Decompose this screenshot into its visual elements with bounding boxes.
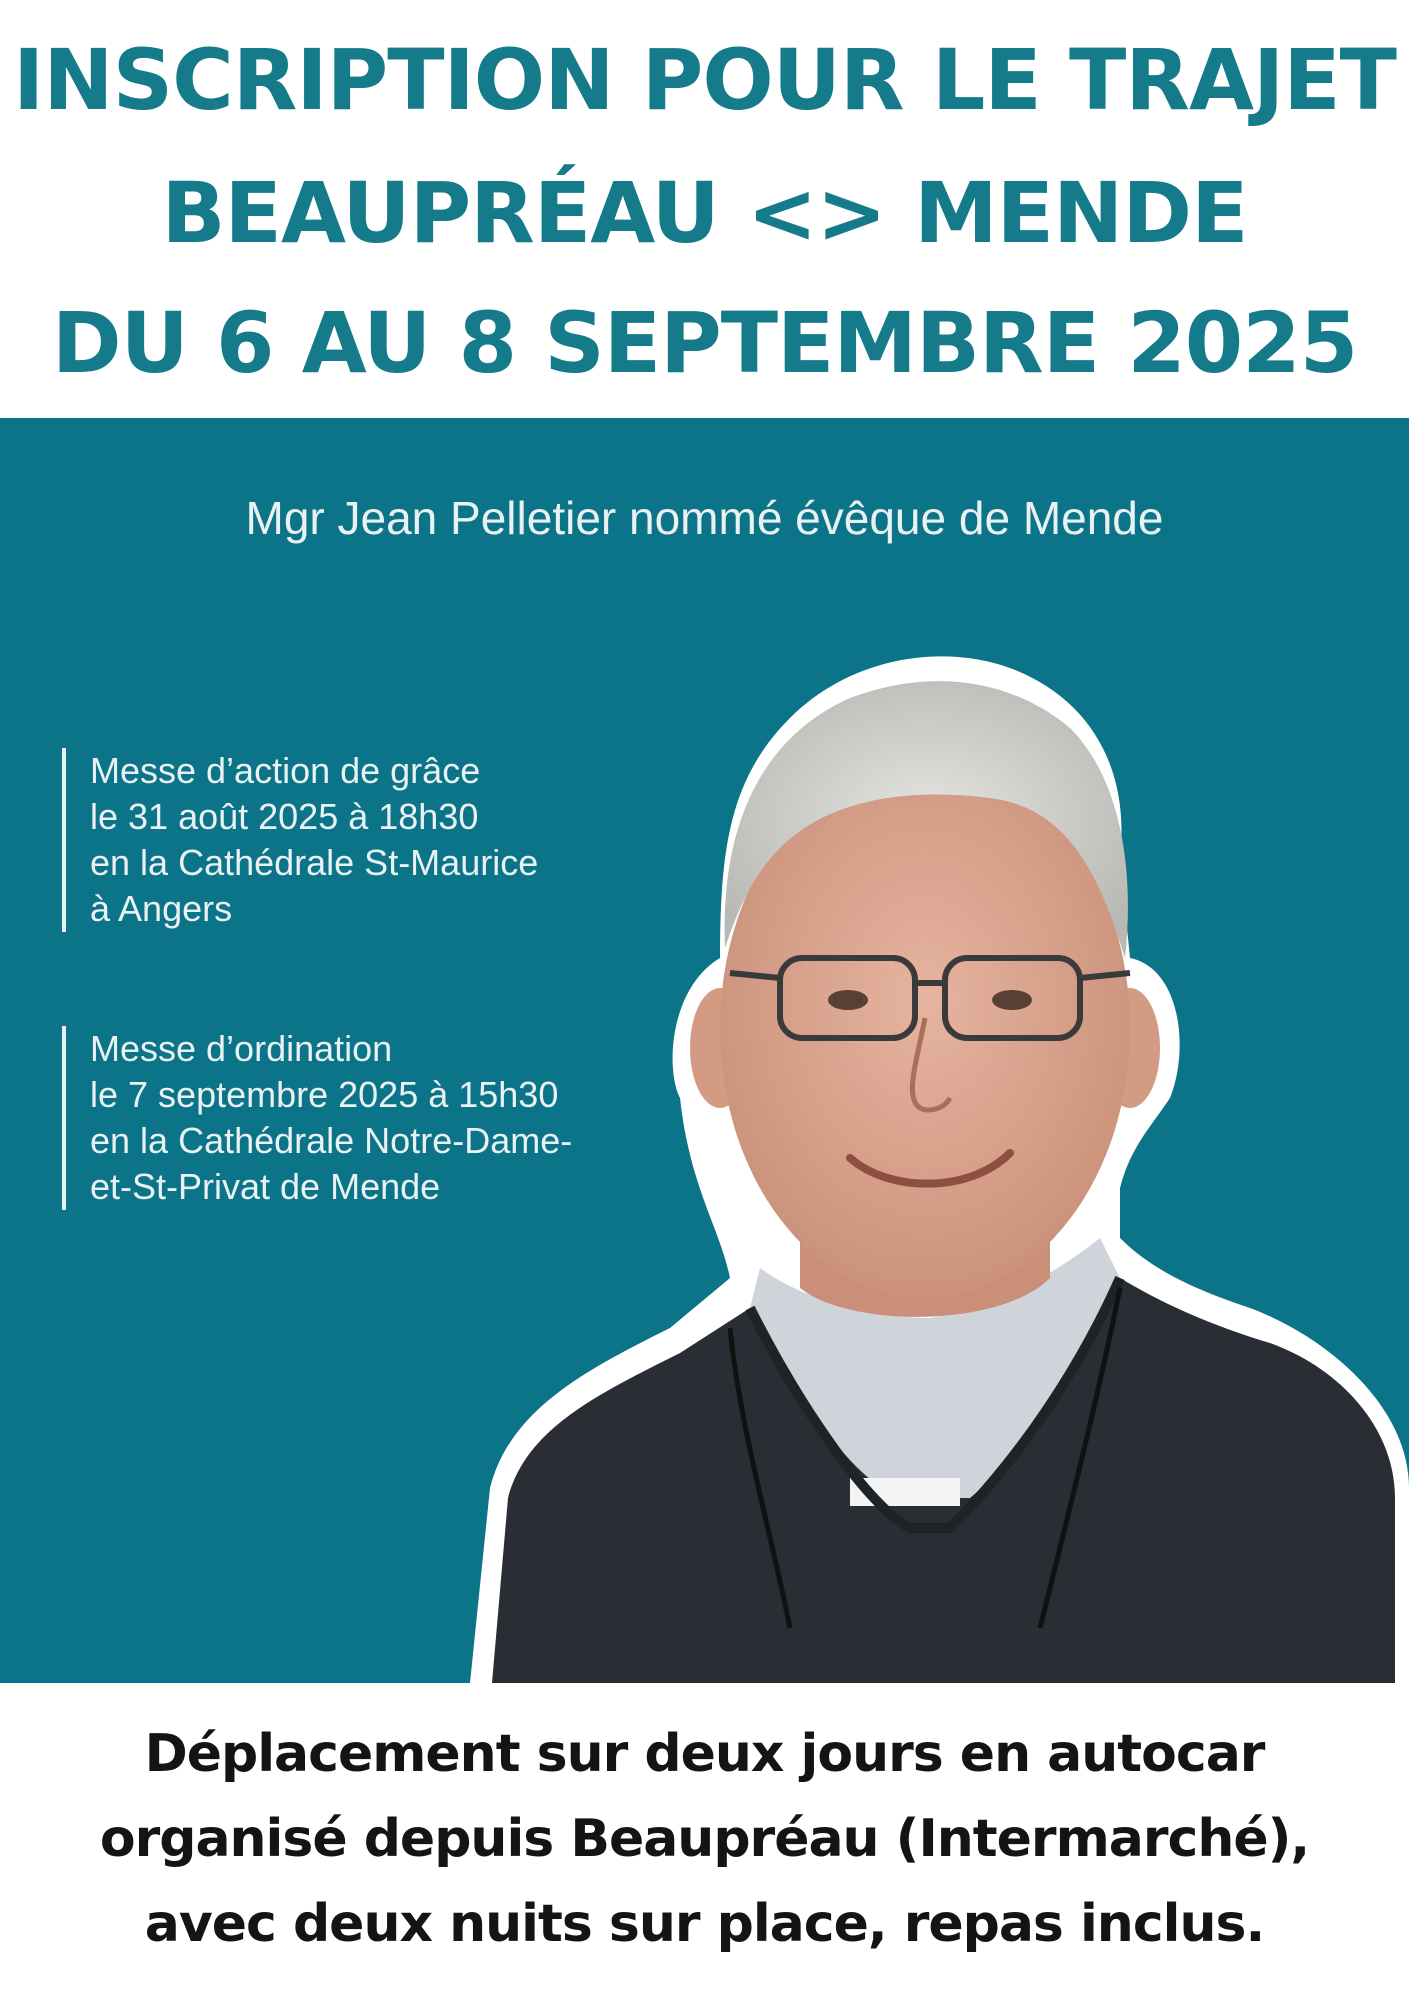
event-line: le 7 septembre 2025 à 15h30 <box>90 1074 559 1115</box>
panel-subtitle: Mgr Jean Pelletier nommé évêque de Mende <box>245 492 1164 544</box>
poster-footer <box>0 1683 1409 2000</box>
event-line: à Angers <box>90 888 233 929</box>
poster-title-line: DU 6 AU 8 SEPTEMBRE 2025 <box>51 294 1358 392</box>
event-line: le 31 août 2025 à 18h30 <box>90 796 479 837</box>
portrait-photo <box>430 628 1409 1683</box>
footer-line: Déplacement sur deux jours en autocar <box>144 1724 1265 1784</box>
footer-line: organisé depuis Beaupréau (Intermarché), <box>99 1809 1310 1869</box>
event-line: Messe d’ordination <box>90 1028 393 1069</box>
footer-line: avec deux nuits sur place, repas inclus. <box>144 1894 1265 1954</box>
poster-header <box>0 0 1409 418</box>
event-line: en la Cathédrale Notre-Dame- <box>90 1120 573 1161</box>
poster-title-line: BEAUPRÉAU <> MENDE <box>161 164 1248 262</box>
teal-panel <box>0 418 1409 1683</box>
event-line: Messe d’action de grâce <box>90 750 481 791</box>
event-line: en la Cathédrale St-Maurice <box>90 842 539 883</box>
poster-title-line: INSCRIPTION POUR LE TRAJET <box>13 31 1396 129</box>
event-line: et-St-Privat de Mende <box>90 1166 441 1207</box>
